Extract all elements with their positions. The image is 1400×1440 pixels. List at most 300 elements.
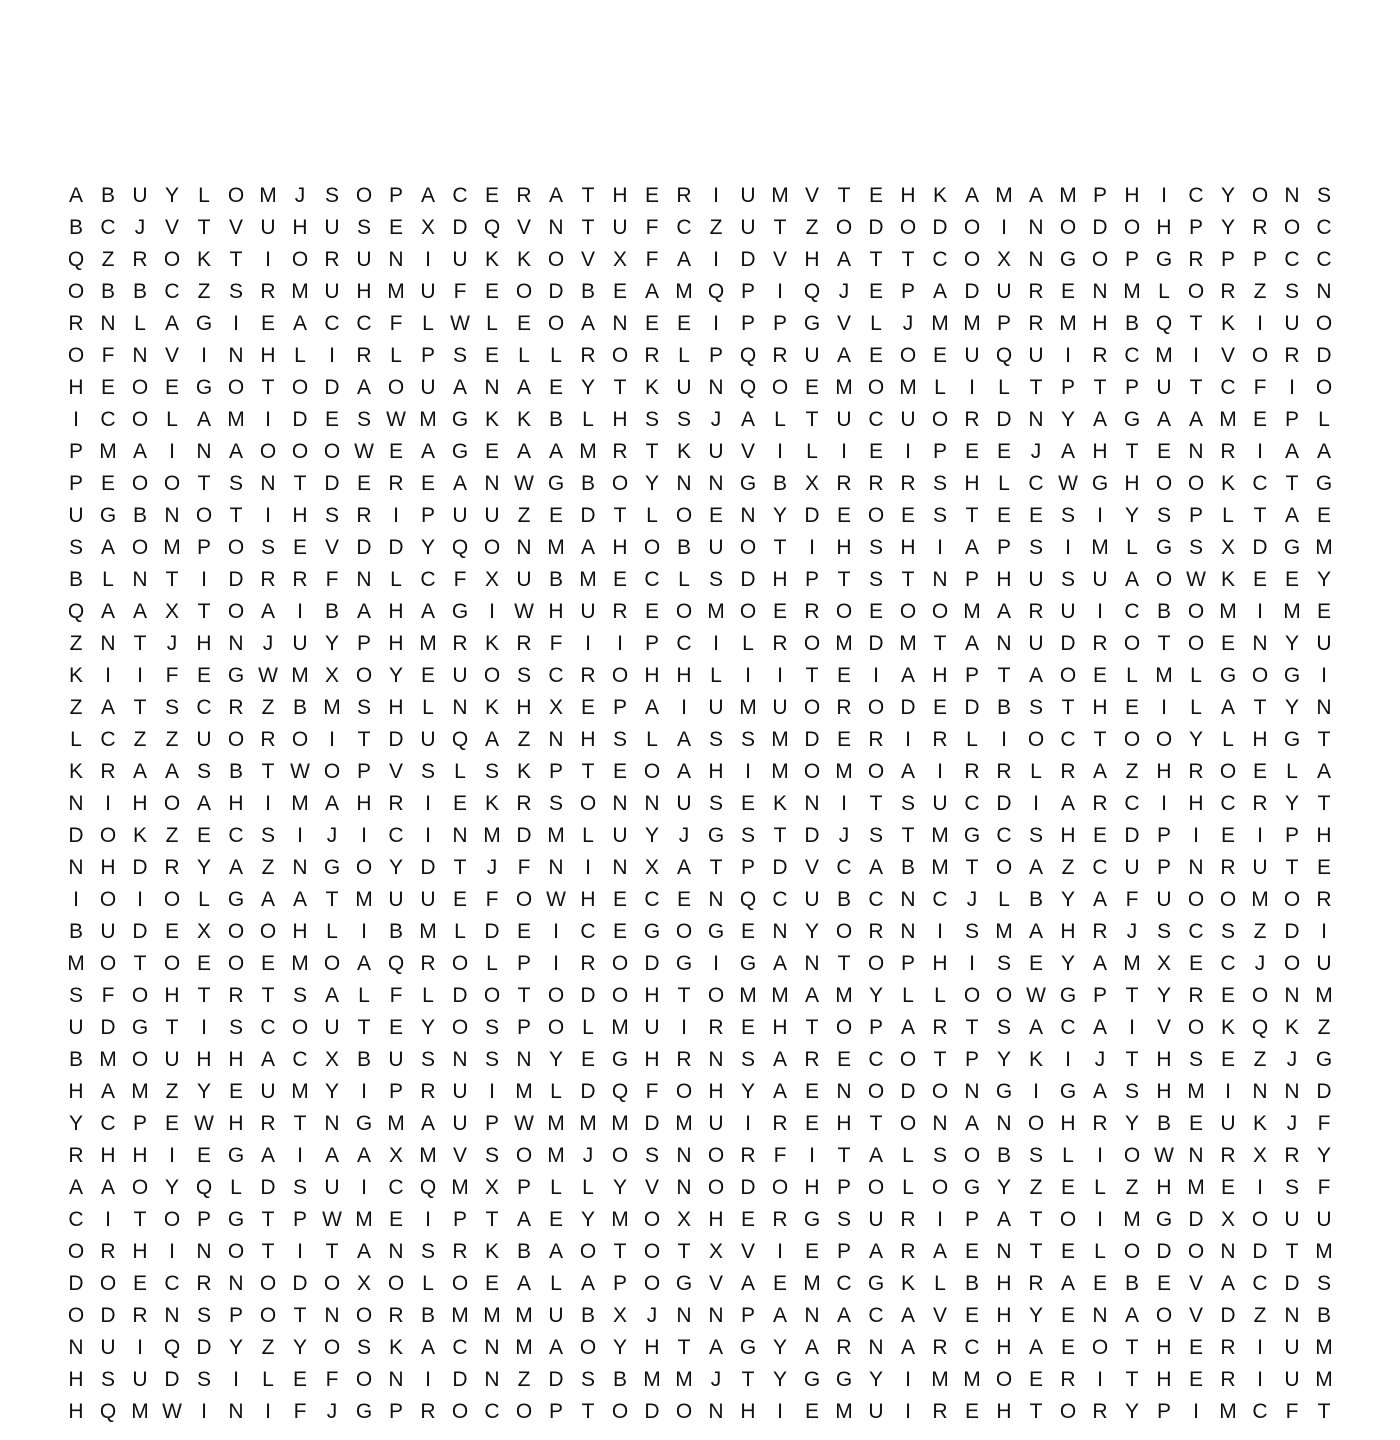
grid-letter[interactable]: C <box>1316 216 1332 239</box>
grid-letter[interactable]: L <box>1158 280 1170 303</box>
grid-letter[interactable]: R <box>964 408 980 431</box>
grid-letter[interactable]: R <box>580 952 596 975</box>
grid-letter[interactable]: Z <box>261 696 275 719</box>
grid-letter[interactable]: P <box>1188 504 1203 527</box>
grid-letter[interactable]: M <box>931 312 949 335</box>
grid-letter[interactable]: P <box>612 696 627 719</box>
grid-letter[interactable]: E <box>388 440 403 463</box>
grid-letter[interactable]: E <box>1252 408 1267 431</box>
grid-letter[interactable]: N <box>548 856 564 879</box>
grid-letter[interactable]: C <box>932 248 948 271</box>
grid-letter[interactable]: D <box>452 1368 468 1391</box>
grid-letter[interactable]: S <box>68 984 83 1007</box>
grid-letter[interactable]: Y <box>1028 1304 1043 1327</box>
grid-letter[interactable]: O <box>611 1144 629 1167</box>
grid-letter[interactable]: P <box>452 1208 467 1231</box>
grid-letter[interactable]: B <box>132 280 147 303</box>
grid-letter[interactable]: U <box>484 504 500 527</box>
grid-letter[interactable]: A <box>132 600 147 623</box>
grid-letter[interactable]: E <box>804 376 819 399</box>
grid-letter[interactable]: D <box>580 504 596 527</box>
grid-letter[interactable]: O <box>1155 1304 1173 1327</box>
grid-letter[interactable]: Z <box>1253 1304 1267 1327</box>
grid-letter[interactable]: O <box>675 600 693 623</box>
grid-letter[interactable]: M <box>1187 1176 1205 1199</box>
grid-letter[interactable]: P <box>356 760 371 783</box>
grid-letter[interactable]: U <box>1316 632 1332 655</box>
grid-letter[interactable]: M <box>1091 536 1109 559</box>
grid-letter[interactable]: A <box>1028 664 1043 687</box>
grid-letter[interactable]: I <box>937 920 943 943</box>
grid-letter[interactable]: J <box>838 824 850 847</box>
grid-letter[interactable]: E <box>740 1016 755 1039</box>
grid-letter[interactable]: L <box>582 824 594 847</box>
grid-letter[interactable]: M <box>323 696 341 719</box>
grid-letter[interactable]: L <box>1126 536 1138 559</box>
grid-letter[interactable]: M <box>1123 280 1141 303</box>
grid-letter[interactable]: A <box>1028 920 1043 943</box>
grid-letter[interactable]: A <box>228 856 243 879</box>
grid-letter[interactable]: U <box>388 1048 404 1071</box>
grid-letter[interactable]: P <box>900 280 915 303</box>
grid-letter[interactable]: B <box>996 1144 1011 1167</box>
grid-letter[interactable]: R <box>100 1240 116 1263</box>
grid-letter[interactable]: M <box>835 1400 853 1423</box>
grid-letter[interactable]: U <box>1316 952 1332 975</box>
grid-letter[interactable]: B <box>516 1240 531 1263</box>
grid-letter[interactable]: S <box>516 664 531 687</box>
grid-letter[interactable]: A <box>452 376 467 399</box>
grid-letter[interactable]: R <box>1028 1272 1044 1295</box>
grid-letter[interactable]: I <box>777 1240 783 1263</box>
grid-letter[interactable]: A <box>516 1208 531 1231</box>
grid-letter[interactable]: O <box>1123 216 1141 239</box>
grid-letter[interactable]: M <box>931 856 949 879</box>
grid-letter[interactable]: P <box>196 536 211 559</box>
grid-letter[interactable]: H <box>900 184 916 207</box>
grid-letter[interactable]: O <box>867 504 885 527</box>
grid-letter[interactable]: N <box>1316 696 1332 719</box>
grid-letter[interactable]: G <box>739 952 757 975</box>
grid-letter[interactable]: H <box>964 472 980 495</box>
grid-letter[interactable]: Q <box>99 1400 117 1423</box>
grid-letter[interactable]: T <box>901 568 915 591</box>
grid-letter[interactable]: T <box>261 1208 275 1231</box>
grid-letter[interactable]: R <box>1092 1400 1108 1423</box>
grid-letter[interactable]: E <box>1092 664 1107 687</box>
grid-letter[interactable]: X <box>484 1176 499 1199</box>
grid-letter[interactable]: A <box>836 344 851 367</box>
grid-letter[interactable]: L <box>934 984 946 1007</box>
grid-letter[interactable]: N <box>1188 440 1204 463</box>
grid-letter[interactable]: L <box>1126 664 1138 687</box>
grid-letter[interactable]: M <box>419 1144 437 1167</box>
grid-letter[interactable]: O <box>835 920 853 943</box>
grid-letter[interactable]: M <box>99 440 117 463</box>
grid-letter[interactable]: E <box>1188 1336 1203 1359</box>
grid-letter[interactable]: C <box>452 1336 468 1359</box>
grid-letter[interactable]: A <box>1156 408 1171 431</box>
grid-letter[interactable]: A <box>1028 184 1043 207</box>
grid-letter[interactable]: I <box>1001 728 1007 751</box>
grid-letter[interactable]: W <box>450 312 470 335</box>
grid-letter[interactable]: B <box>964 1272 979 1295</box>
grid-letter[interactable]: I <box>713 312 719 335</box>
grid-letter[interactable]: X <box>612 1304 627 1327</box>
grid-letter[interactable]: N <box>932 1112 948 1135</box>
grid-letter[interactable]: O <box>1059 1400 1077 1423</box>
grid-letter[interactable]: A <box>900 664 915 687</box>
grid-letter[interactable]: W <box>514 472 534 495</box>
grid-letter[interactable]: O <box>835 1016 853 1039</box>
grid-letter[interactable]: T <box>581 760 595 783</box>
grid-letter[interactable]: O <box>131 408 149 431</box>
grid-letter[interactable]: E <box>676 312 691 335</box>
grid-letter[interactable]: Y <box>228 1336 243 1359</box>
grid-letter[interactable]: C <box>1188 184 1204 207</box>
grid-letter[interactable]: K <box>484 632 499 655</box>
grid-letter[interactable]: I <box>425 1368 431 1391</box>
grid-letter[interactable]: T <box>677 1336 691 1359</box>
grid-letter[interactable]: C <box>836 856 852 879</box>
grid-letter[interactable]: W <box>322 1208 342 1231</box>
grid-letter[interactable]: H <box>260 344 276 367</box>
grid-letter[interactable]: G <box>451 408 469 431</box>
grid-letter[interactable]: Y <box>420 1016 435 1039</box>
grid-letter[interactable]: Y <box>644 472 659 495</box>
grid-letter[interactable]: T <box>869 248 883 271</box>
grid-letter[interactable]: X <box>1156 952 1171 975</box>
grid-letter[interactable]: G <box>675 1272 693 1295</box>
grid-letter[interactable]: R <box>900 472 916 495</box>
grid-letter[interactable]: I <box>233 312 239 335</box>
grid-letter[interactable]: S <box>1188 536 1203 559</box>
grid-letter[interactable]: A <box>100 536 115 559</box>
grid-letter[interactable]: T <box>133 1208 147 1231</box>
grid-letter[interactable]: H <box>1060 920 1076 943</box>
grid-letter[interactable]: N <box>196 440 212 463</box>
grid-letter[interactable]: O <box>515 1144 533 1167</box>
grid-letter[interactable]: G <box>195 312 213 335</box>
grid-letter[interactable]: Z <box>261 856 275 879</box>
grid-letter[interactable]: N <box>68 856 84 879</box>
grid-letter[interactable]: O <box>1155 472 1173 495</box>
grid-letter[interactable]: I <box>361 824 367 847</box>
grid-letter[interactable]: Q <box>1155 312 1173 335</box>
grid-letter[interactable]: O <box>451 1016 469 1039</box>
grid-letter[interactable]: O <box>1315 312 1333 335</box>
grid-letter[interactable]: G <box>1123 408 1141 431</box>
grid-letter[interactable]: C <box>868 1048 884 1071</box>
grid-letter[interactable]: S <box>932 472 947 495</box>
grid-letter[interactable]: N <box>1028 216 1044 239</box>
grid-letter[interactable]: L <box>550 1080 562 1103</box>
grid-letter[interactable]: A <box>772 1304 787 1327</box>
grid-letter[interactable]: E <box>804 1080 819 1103</box>
grid-letter[interactable]: A <box>900 1016 915 1039</box>
grid-letter[interactable]: O <box>355 1368 373 1391</box>
grid-letter[interactable]: O <box>643 1208 661 1231</box>
grid-letter[interactable]: I <box>169 1240 175 1263</box>
grid-letter[interactable]: K <box>68 760 83 783</box>
grid-letter[interactable]: E <box>452 792 467 815</box>
grid-letter[interactable]: A <box>260 1048 275 1071</box>
grid-letter[interactable]: T <box>357 728 371 751</box>
grid-letter[interactable]: M <box>611 1112 629 1135</box>
grid-letter[interactable]: P <box>1124 248 1139 271</box>
grid-letter[interactable]: O <box>1251 1208 1269 1231</box>
grid-letter[interactable]: Y <box>420 536 435 559</box>
grid-letter[interactable]: L <box>198 184 210 207</box>
grid-letter[interactable]: T <box>773 216 787 239</box>
grid-letter[interactable]: A <box>228 440 243 463</box>
grid-letter[interactable]: O <box>1219 760 1237 783</box>
grid-letter[interactable]: M <box>515 1080 533 1103</box>
grid-letter[interactable]: G <box>1155 1208 1173 1231</box>
grid-letter[interactable]: S <box>1028 696 1043 719</box>
grid-letter[interactable]: S <box>196 1304 211 1327</box>
grid-letter[interactable]: S <box>548 792 563 815</box>
grid-letter[interactable]: R <box>420 1400 436 1423</box>
grid-letter[interactable]: G <box>1283 536 1301 559</box>
grid-letter[interactable]: X <box>420 216 435 239</box>
grid-letter[interactable]: S <box>356 696 371 719</box>
grid-letter[interactable]: A <box>836 248 851 271</box>
grid-letter[interactable]: P <box>836 1240 851 1263</box>
grid-letter[interactable]: T <box>293 1112 307 1135</box>
grid-letter[interactable]: Y <box>804 920 819 943</box>
grid-letter[interactable]: T <box>261 760 275 783</box>
grid-letter[interactable]: X <box>164 600 179 623</box>
grid-letter[interactable]: R <box>452 1240 468 1263</box>
grid-letter[interactable]: J <box>902 312 914 335</box>
grid-letter[interactable]: D <box>1252 1240 1268 1263</box>
grid-letter[interactable]: C <box>868 1304 884 1327</box>
grid-letter[interactable]: N <box>1188 1144 1204 1167</box>
grid-letter[interactable]: S <box>868 536 883 559</box>
grid-letter[interactable]: O <box>803 696 821 719</box>
grid-letter[interactable]: X <box>356 1272 371 1295</box>
grid-letter[interactable]: H <box>1252 728 1268 751</box>
grid-letter[interactable]: A <box>100 1080 115 1103</box>
grid-letter[interactable]: D <box>740 1176 756 1199</box>
grid-letter[interactable]: N <box>932 568 948 591</box>
grid-letter[interactable]: P <box>1156 1400 1171 1423</box>
grid-letter[interactable]: E <box>1028 1368 1043 1391</box>
grid-letter[interactable]: U <box>612 216 628 239</box>
grid-letter[interactable]: P <box>1284 824 1299 847</box>
grid-letter[interactable]: D <box>1124 824 1140 847</box>
grid-letter[interactable]: O <box>259 1304 277 1327</box>
grid-letter[interactable]: S <box>420 1240 435 1263</box>
grid-letter[interactable]: D <box>1092 216 1108 239</box>
grid-letter[interactable]: O <box>163 888 181 911</box>
grid-letter[interactable]: H <box>356 792 372 815</box>
grid-letter[interactable]: B <box>1316 1304 1331 1327</box>
grid-letter[interactable]: M <box>419 408 437 431</box>
grid-letter[interactable]: H <box>676 664 692 687</box>
grid-letter[interactable]: S <box>420 760 435 783</box>
grid-letter[interactable]: T <box>133 952 147 975</box>
grid-letter[interactable]: E <box>484 440 499 463</box>
grid-letter[interactable]: G <box>643 920 661 943</box>
grid-letter[interactable]: G <box>707 824 725 847</box>
grid-letter[interactable]: S <box>324 184 339 207</box>
grid-letter[interactable]: L <box>710 664 722 687</box>
grid-letter[interactable]: M <box>547 1144 565 1167</box>
grid-letter[interactable]: F <box>645 1080 659 1103</box>
grid-letter[interactable]: M <box>835 760 853 783</box>
grid-letter[interactable]: F <box>645 216 659 239</box>
grid-letter[interactable]: E <box>804 1240 819 1263</box>
grid-letter[interactable]: E <box>1156 1272 1171 1295</box>
grid-letter[interactable]: I <box>361 1080 367 1103</box>
grid-letter[interactable]: I <box>329 344 335 367</box>
grid-letter[interactable]: E <box>1156 440 1171 463</box>
grid-letter[interactable]: T <box>805 664 819 687</box>
grid-letter[interactable]: N <box>836 1080 852 1103</box>
grid-letter[interactable]: P <box>964 568 979 591</box>
grid-letter[interactable]: P <box>388 1080 403 1103</box>
grid-letter[interactable]: Y <box>772 1336 787 1359</box>
grid-letter[interactable]: I <box>105 664 111 687</box>
grid-letter[interactable]: I <box>1129 1016 1135 1039</box>
grid-letter[interactable]: T <box>1189 376 1203 399</box>
grid-letter[interactable]: I <box>201 1016 207 1039</box>
grid-letter[interactable]: E <box>196 1144 211 1167</box>
grid-letter[interactable]: O <box>803 632 821 655</box>
grid-letter[interactable]: M <box>739 984 757 1007</box>
grid-letter[interactable]: G <box>1155 536 1173 559</box>
grid-letter[interactable]: H <box>1156 1176 1172 1199</box>
grid-letter[interactable]: S <box>1316 1272 1331 1295</box>
grid-letter[interactable]: D <box>100 1304 116 1327</box>
grid-letter[interactable]: I <box>809 1144 815 1167</box>
grid-letter[interactable]: R <box>356 504 372 527</box>
grid-letter[interactable]: R <box>1220 280 1236 303</box>
grid-letter[interactable]: S <box>356 216 371 239</box>
grid-letter[interactable]: C <box>100 1112 116 1135</box>
grid-letter[interactable]: I <box>873 664 879 687</box>
grid-letter[interactable]: Y <box>1124 1400 1139 1423</box>
grid-letter[interactable]: L <box>1062 1144 1074 1167</box>
grid-letter[interactable]: T <box>901 248 915 271</box>
grid-letter[interactable]: C <box>1124 344 1140 367</box>
grid-letter[interactable]: R <box>388 1304 404 1327</box>
grid-letter[interactable]: P <box>1124 376 1139 399</box>
grid-letter[interactable]: Y <box>1060 408 1075 431</box>
grid-letter[interactable]: O <box>323 952 341 975</box>
grid-letter[interactable]: I <box>1321 664 1327 687</box>
grid-letter[interactable]: R <box>516 184 532 207</box>
grid-letter[interactable]: M <box>963 1368 981 1391</box>
grid-letter[interactable]: M <box>227 408 245 431</box>
grid-letter[interactable]: O <box>1187 600 1205 623</box>
grid-letter[interactable]: O <box>899 600 917 623</box>
grid-letter[interactable]: K <box>676 440 691 463</box>
grid-letter[interactable]: L <box>582 408 594 431</box>
grid-letter[interactable]: T <box>261 1240 275 1263</box>
grid-letter[interactable]: H <box>132 1144 148 1167</box>
grid-letter[interactable]: U <box>1156 376 1172 399</box>
grid-letter[interactable]: R <box>196 1272 212 1295</box>
grid-letter[interactable]: U <box>132 1368 148 1391</box>
grid-letter[interactable]: L <box>1190 696 1202 719</box>
grid-letter[interactable]: E <box>868 600 883 623</box>
grid-letter[interactable]: H <box>996 1304 1012 1327</box>
grid-letter[interactable]: P <box>740 856 755 879</box>
grid-letter[interactable]: P <box>196 1208 211 1231</box>
grid-letter[interactable]: G <box>803 1368 821 1391</box>
grid-letter[interactable]: K <box>772 792 787 815</box>
grid-letter[interactable]: C <box>164 280 180 303</box>
grid-letter[interactable]: H <box>1316 824 1332 847</box>
grid-letter[interactable]: T <box>293 1304 307 1327</box>
grid-letter[interactable]: Q <box>611 1080 629 1103</box>
grid-letter[interactable]: O <box>963 1144 981 1167</box>
grid-letter[interactable]: S <box>996 1016 1011 1039</box>
grid-letter[interactable]: A <box>740 1272 755 1295</box>
grid-letter[interactable]: D <box>964 280 980 303</box>
grid-letter[interactable]: N <box>996 632 1012 655</box>
grid-letter[interactable]: S <box>356 1336 371 1359</box>
grid-letter[interactable]: U <box>196 728 212 751</box>
grid-letter[interactable]: T <box>1029 376 1043 399</box>
grid-letter[interactable]: L <box>422 696 434 719</box>
grid-letter[interactable]: E <box>836 1048 851 1071</box>
grid-letter[interactable]: I <box>265 504 271 527</box>
grid-letter[interactable]: Y <box>580 1208 595 1231</box>
grid-letter[interactable]: O <box>131 376 149 399</box>
grid-letter[interactable]: O <box>67 1304 85 1327</box>
grid-letter[interactable]: K <box>484 248 499 271</box>
grid-letter[interactable]: N <box>804 792 820 815</box>
grid-letter[interactable]: O <box>515 280 533 303</box>
grid-letter[interactable]: K <box>1220 568 1235 591</box>
grid-letter[interactable]: O <box>611 1400 629 1423</box>
grid-letter[interactable]: N <box>164 504 180 527</box>
grid-letter[interactable]: I <box>745 664 751 687</box>
grid-letter[interactable]: H <box>1156 216 1172 239</box>
grid-letter[interactable]: K <box>932 184 947 207</box>
grid-letter[interactable]: L <box>454 760 466 783</box>
grid-letter[interactable]: T <box>165 1016 179 1039</box>
grid-letter[interactable]: H <box>388 696 404 719</box>
grid-letter[interactable]: P <box>900 952 915 975</box>
grid-letter[interactable]: Z <box>709 216 723 239</box>
grid-letter[interactable]: M <box>291 280 309 303</box>
grid-letter[interactable]: A <box>964 184 979 207</box>
grid-letter[interactable]: A <box>324 984 339 1007</box>
grid-letter[interactable]: U <box>260 1080 276 1103</box>
grid-letter[interactable]: O <box>1155 728 1173 751</box>
grid-letter[interactable]: Q <box>419 1176 437 1199</box>
grid-letter[interactable]: E <box>1188 1112 1203 1135</box>
grid-letter[interactable]: L <box>454 920 466 943</box>
grid-letter[interactable]: K <box>68 664 83 687</box>
grid-letter[interactable]: D <box>964 696 980 719</box>
grid-letter[interactable]: R <box>676 184 692 207</box>
grid-letter[interactable]: F <box>485 888 499 911</box>
grid-letter[interactable]: T <box>741 1368 755 1391</box>
grid-letter[interactable]: T <box>1189 312 1203 335</box>
grid-letter[interactable]: O <box>387 376 405 399</box>
grid-letter[interactable]: A <box>292 312 307 335</box>
grid-letter[interactable]: C <box>644 888 660 911</box>
grid-letter[interactable]: R <box>580 344 596 367</box>
grid-letter[interactable]: B <box>68 1048 83 1071</box>
grid-letter[interactable]: U <box>164 1048 180 1071</box>
